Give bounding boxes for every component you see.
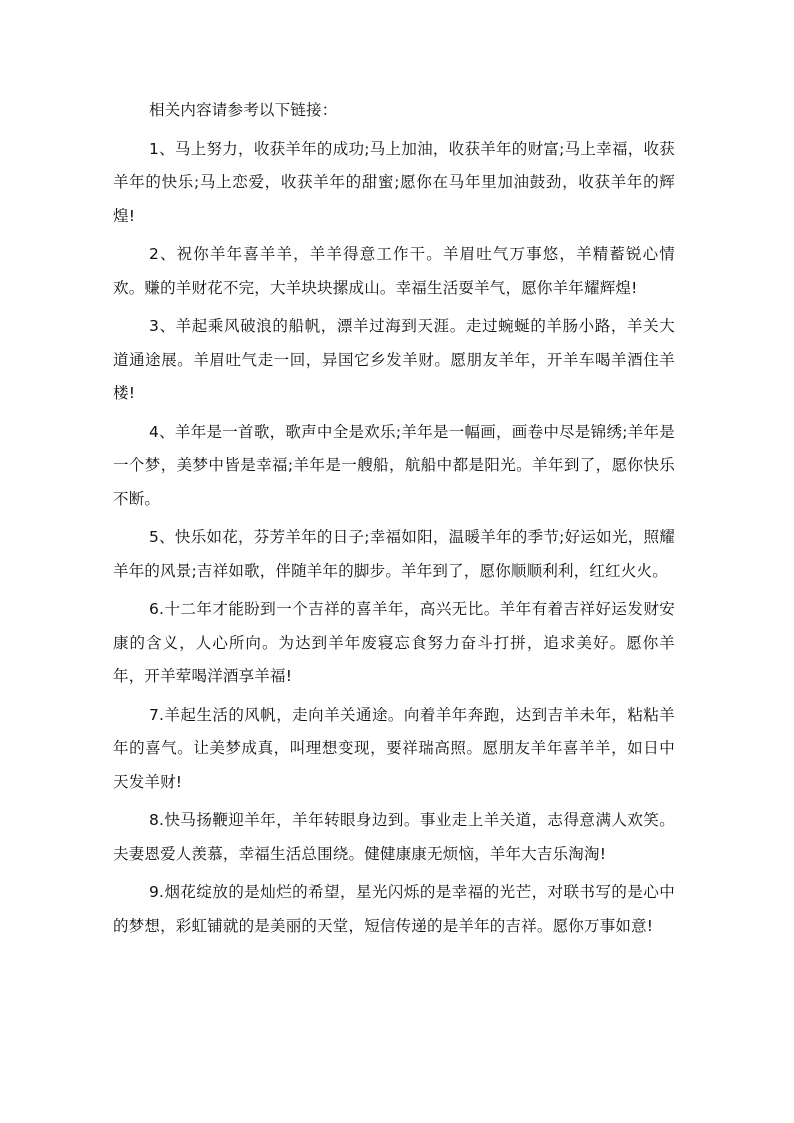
item-number: 6. xyxy=(149,600,165,618)
list-item-4 xyxy=(113,416,675,517)
item-text: 快乐如花，芬芳羊年的日子;幸福如阳，温暖羊年的季节;好运如光，照耀羊年的风景;吉祥如歌，伴随羊年的脚步。羊年到了，愿你顺顺利利，红红火火。 xyxy=(113,528,675,580)
item-number: 3、 xyxy=(149,317,176,335)
item-text: 羊起乘风破浪的船帆，漂羊过海到天涯。走过蜿蜒的羊肠小路，羊关大道通途展。羊眉吐气走一回，异国它乡发羊财。愿朋友羊年，开羊车喝羊酒住羊楼! xyxy=(113,317,675,402)
item-number: 5、 xyxy=(149,528,175,546)
item-text: 烟花绽放的是灿烂的希望，星光闪烁的是幸福的光芒，对联书写的是心中的梦想，彩虹铺就的是美丽的天堂，短信传递的是羊年的吉祥。愿你万事如意! xyxy=(113,883,675,935)
list-item-1 xyxy=(113,133,675,234)
item-number: 1、 xyxy=(149,139,175,158)
list-item-9 xyxy=(113,876,675,943)
item-text: 祝你羊年喜羊羊，羊羊得意工作干。羊眉吐气万事悠，羊精蓄锐心情欢。赚的羊财花不完，大羊块块摞成山。幸福生活耍羊气，愿你羊年耀辉煌! xyxy=(113,245,675,297)
list-item-3 xyxy=(113,310,675,411)
item-number: 7. xyxy=(149,705,165,724)
list-item-8 xyxy=(113,804,675,871)
item-text: 马上努力，收获羊年的成功;马上加油，收获羊年的财富;马上幸福，收获羊年的快乐;马上恋爱，收获羊年的甜蜜;愿你在马年里加油鼓劲，收获羊年的辉煌! xyxy=(113,139,675,225)
document-body xyxy=(113,94,675,948)
item-number: 2、 xyxy=(149,245,177,263)
item-number: 4、 xyxy=(149,422,175,441)
list-item-2 xyxy=(113,238,675,305)
item-text: 十二年才能盼到一个吉祥的喜羊年，高兴无比。羊年有着吉祥好运发财安康的含义，人心所向。为达到羊年废寝忘食努力奋斗打拼，追求美好。愿你羊年，开羊荤喝洋酒享羊福! xyxy=(113,600,675,685)
list-item-5 xyxy=(113,521,675,588)
item-number: 8. xyxy=(149,811,165,829)
item-text: 羊年是一首歌，歌声中全是欢乐;羊年是一幅画，画卷中尽是锦绣;羊年是一个梦，美梦中皆是幸福;羊年是一艘船，航船中都是阳光。羊年到了，愿你快乐不断。 xyxy=(113,422,675,508)
list-item-6 xyxy=(113,593,675,694)
item-number: 9. xyxy=(149,883,165,901)
list-item-7 xyxy=(113,699,675,800)
item-text: 羊起生活的风帆，走向羊关通途。向着羊年奔跑，达到吉羊未年，粘粘羊年的喜气。让美梦成真，叫理想变现，要祥瑞高照。愿朋友羊年喜羊羊，如日中天发羊财! xyxy=(113,705,675,791)
intro-line: 相关内容请参考以下链接： xyxy=(149,101,338,119)
item-text: 快马扬鞭迎羊年，羊年转眼身边到。事业走上羊关道，志得意满人欢笑。夫妻恩爱人羡慕，幸福生活总围绕。健健康康无烦恼，羊年大吉乐淘淘! xyxy=(113,811,675,863)
